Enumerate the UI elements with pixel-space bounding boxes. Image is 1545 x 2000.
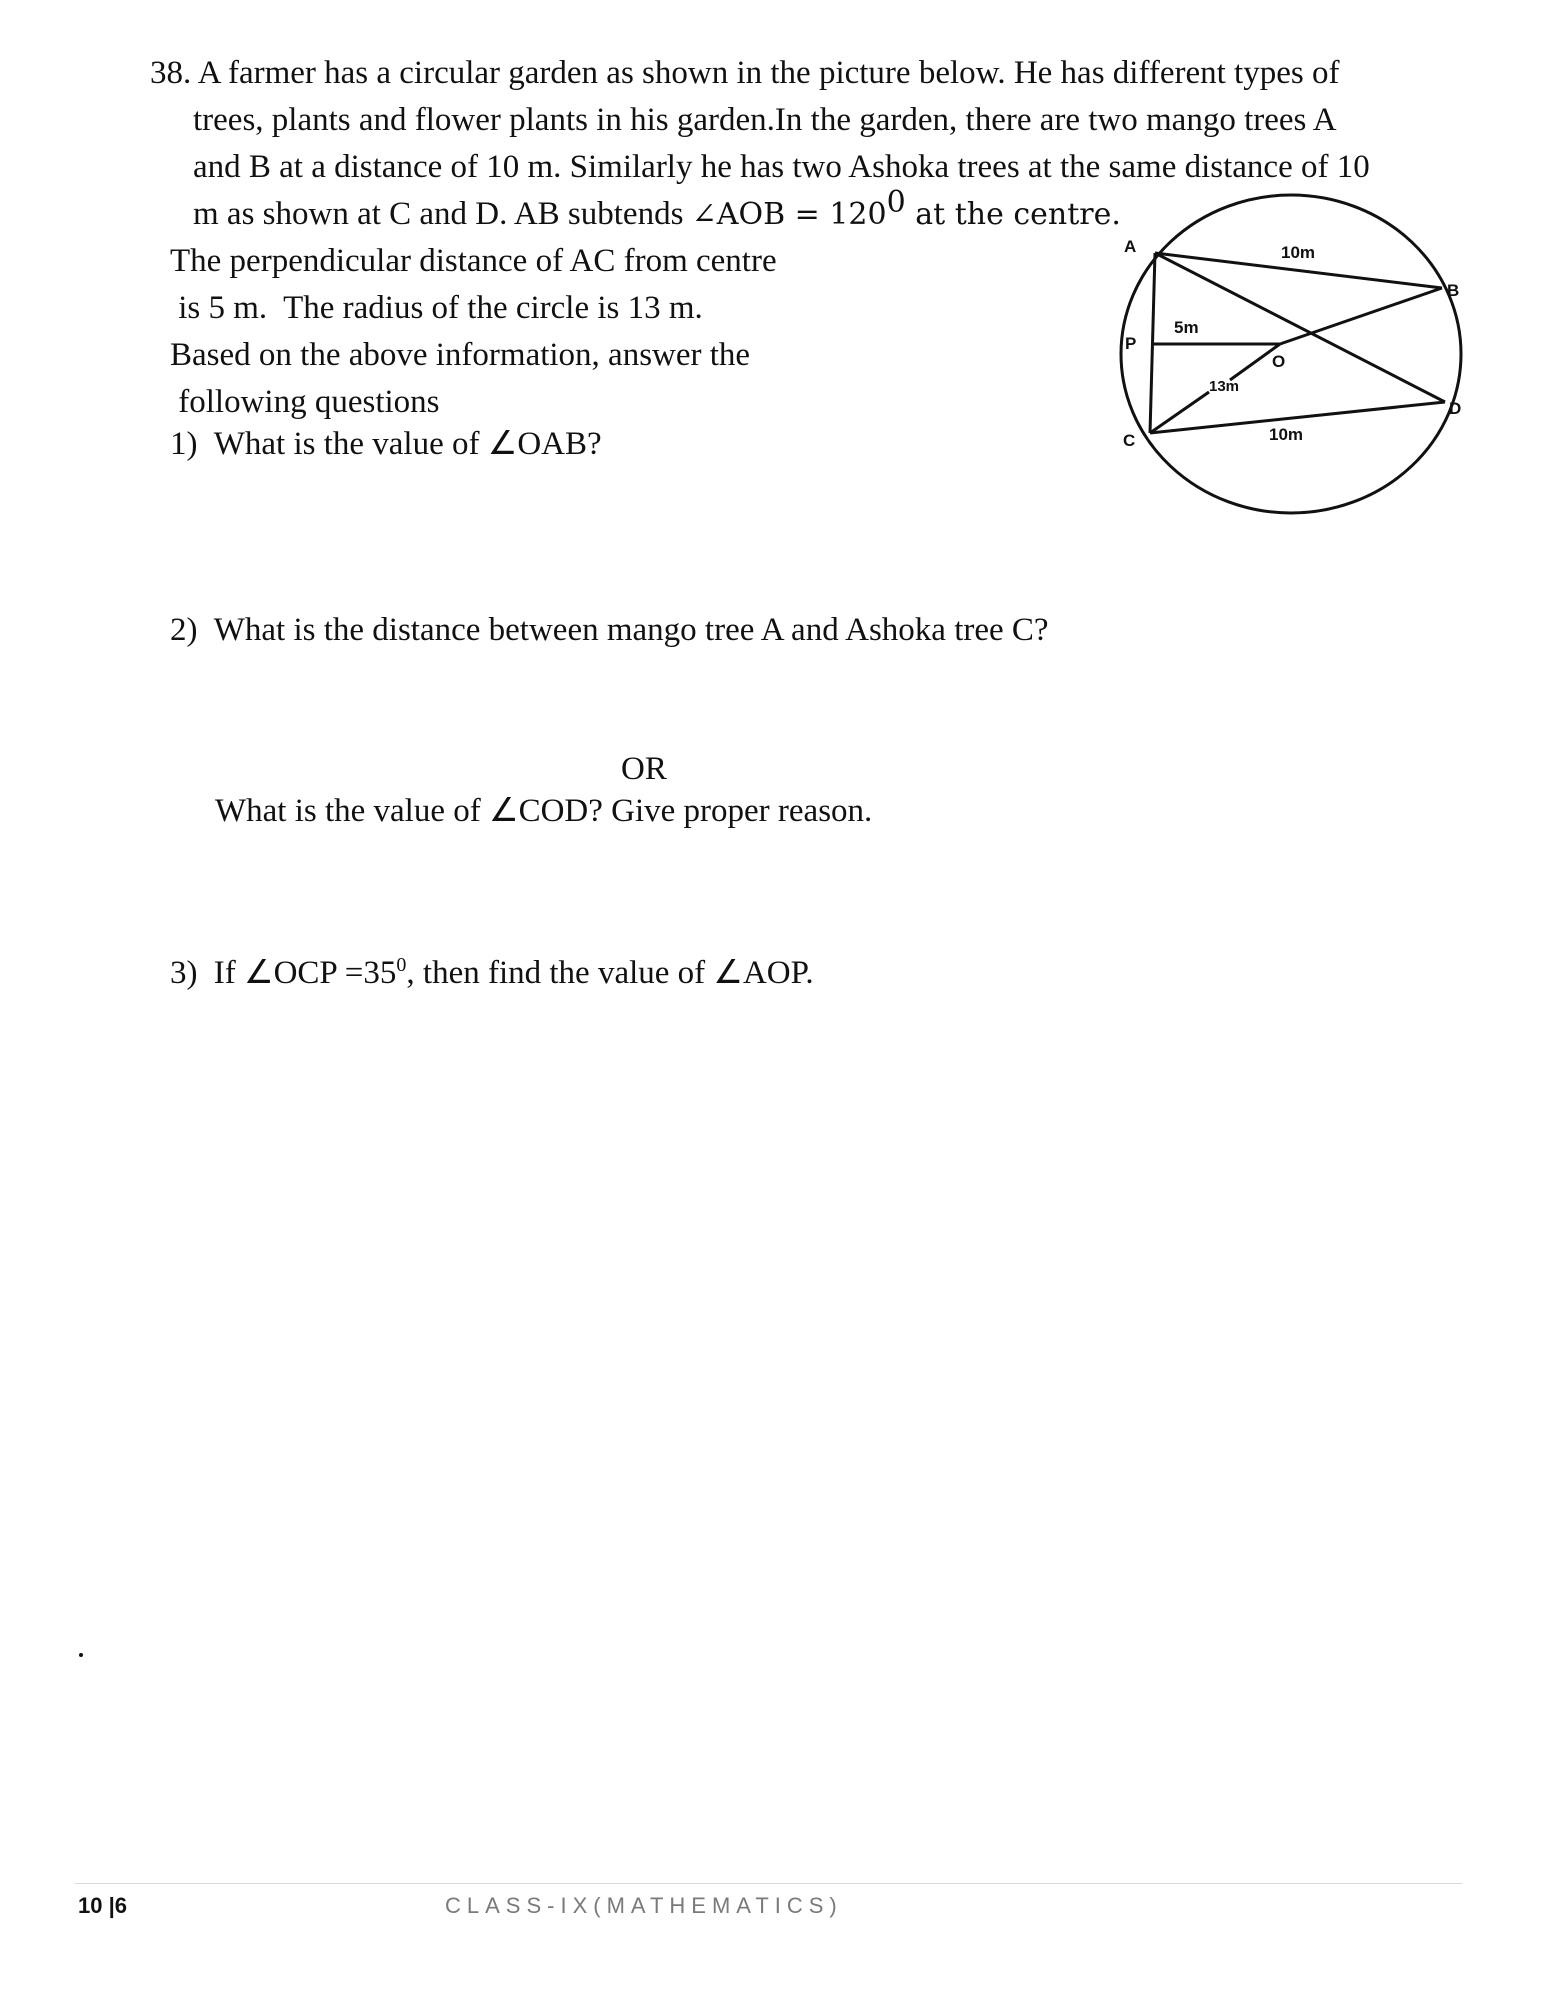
context-line-4: following questions — [170, 384, 440, 420]
line4-post: at the centre. — [905, 197, 1121, 232]
segment-ob — [1280, 288, 1442, 344]
question-line-2: trees, plants and flower plants in his garden.In the garden, there are two mango trees A — [193, 102, 1337, 138]
question-intro-1: A farmer has a circular garden as shown in the picture below. He has different types of — [197, 55, 1340, 91]
footer-title: CLASS-IX(MATHEMATICS) — [445, 1893, 843, 1918]
measure-po-label: 5m — [1174, 318, 1199, 337]
point-d-label: D — [1449, 399, 1462, 418]
point-o-label: O — [1272, 352, 1286, 371]
page-number: 10 |6 — [78, 1893, 127, 1918]
subquestion-3-post: , then find the value of ∠AOP. — [406, 955, 814, 991]
subquestion-2-alt: What is the value of ∠COD? Give proper reason. — [215, 793, 873, 829]
point-a-label: A — [1124, 237, 1137, 256]
footer-divider — [75, 1883, 1462, 1884]
context-line-3: Based on the above information, answer the — [170, 337, 751, 373]
subquestion-1-label: 1) — [170, 426, 198, 462]
point-p-label: P — [1125, 334, 1137, 353]
context-line-2: is 5 m. The radius of the circle is 13 m. — [170, 290, 703, 326]
or-label: OR — [621, 751, 667, 787]
angle-aob-expression: ∠AOB = 120 — [691, 197, 887, 232]
point-c-label: C — [1123, 431, 1136, 450]
degree-sup: 0 — [886, 185, 906, 220]
subquestion-3-pre: If ∠OCP =35 — [213, 955, 397, 991]
subquestion-3-label: 3) — [170, 955, 198, 991]
question-number: 38. — [150, 55, 192, 91]
subquestion-3-degree: 0 — [396, 954, 407, 976]
point-b-label: B — [1447, 281, 1460, 300]
measure-ab-label: 10m — [1281, 243, 1316, 262]
measure-oc-label: 13m — [1209, 378, 1240, 395]
question-line-3: and B at a distance of 10 m. Similarly he has two Ashoka trees at the same distance of 10 — [193, 149, 1370, 185]
stray-mark — [79, 1653, 83, 1657]
subquestion-2-text: What is the distance between mango tree A and Ashoka tree C? — [213, 612, 1049, 648]
subquestion-1-text: What is the value of ∠OAB? — [213, 426, 602, 462]
context-line-1: The perpendicular distance of AC from centre — [170, 243, 777, 279]
line4-pre: m as shown at C and D. AB subtends — [193, 196, 692, 232]
subquestion-2-label: 2) — [170, 612, 198, 648]
measure-cd-label: 10m — [1269, 425, 1304, 444]
